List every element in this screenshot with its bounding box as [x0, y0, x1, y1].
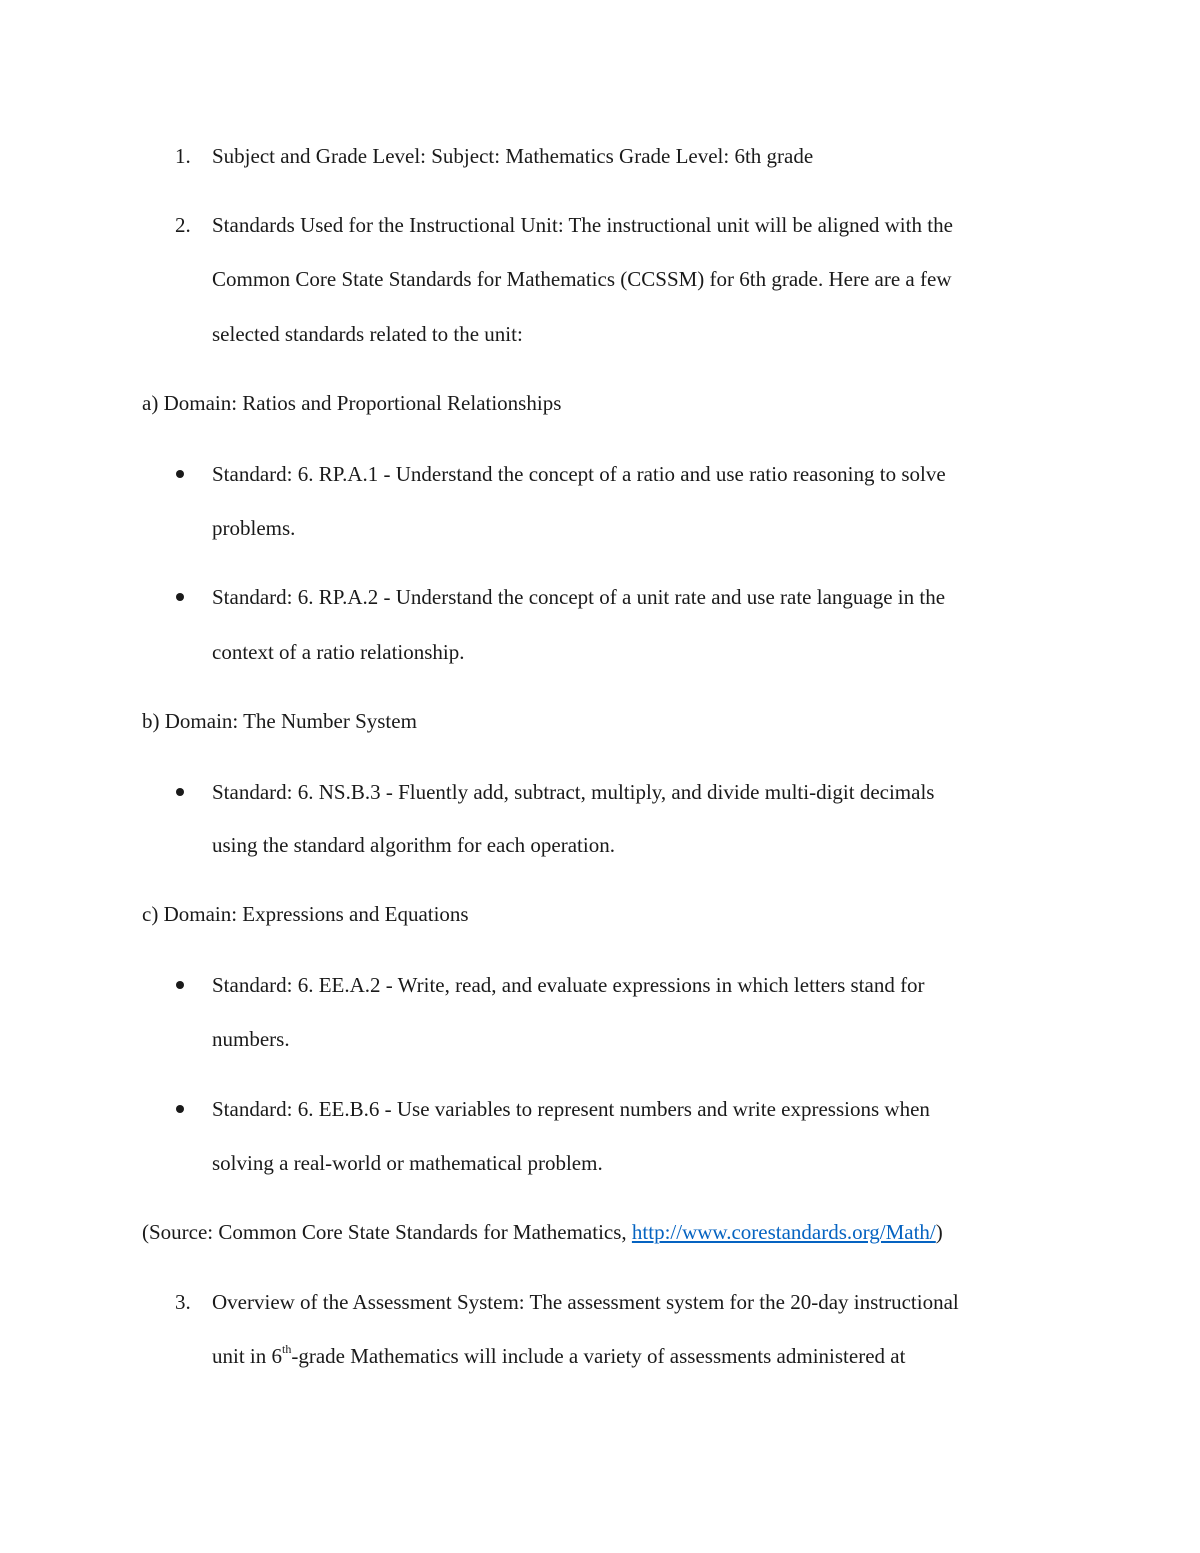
list-number-1: 1. [175, 144, 191, 168]
standard-rpa1-line-2: problems. [212, 516, 296, 540]
bullet-icon [176, 788, 184, 796]
item-3-line-2-prefix: unit in 6 [212, 1344, 283, 1368]
bullet-icon [176, 1105, 184, 1113]
list-number-3: 3. [175, 1290, 191, 1314]
corestandards-link[interactable]: http://www.corestandards.org/Math/ [631, 1220, 936, 1244]
standard-nsb3-line-2: using the standard algorithm for each operation. [212, 833, 615, 857]
source-suffix: ) [935, 1220, 943, 1244]
item-3-line-1: Overview of the Assessment System: The assessment system for the 20-day instructional [212, 1290, 959, 1314]
item-3-line-2-suffix: -grade Mathematics will include a variety of assessments administered at [291, 1344, 906, 1368]
domain-b-heading: b) Domain: The Number System [142, 709, 417, 733]
item-2-line-3: selected standards related to the unit: [212, 322, 523, 346]
source-prefix: (Source: Common Core State Standards for Mathematics, [142, 1220, 632, 1244]
standard-rpa2-line-1: Standard: 6. RP.A.2 - Understand the concept of a unit rate and use rate language in the [212, 585, 946, 609]
standard-eeb6-line-1: Standard: 6. EE.B.6 - Use variables to represent numbers and write expressions when [212, 1097, 930, 1121]
item-3-line-2 [212, 1342, 906, 1368]
item-2-line-1: Standards Used for the Instructional Unit: The instructional unit will be aligned with the [212, 213, 953, 237]
item-2-line-2: Common Core State Standards for Mathematics (CCSSM) for 6th grade. Here are a few [212, 267, 952, 291]
bullet-icon [176, 593, 184, 601]
standard-eea2-line-2: numbers. [212, 1027, 290, 1051]
domain-c-heading: c) Domain: Expressions and Equations [142, 902, 469, 926]
standard-eeb6-line-2: solving a real-world or mathematical problem. [212, 1151, 603, 1175]
item-1-text: Subject and Grade Level: Subject: Mathematics Grade Level: 6th grade [212, 144, 814, 168]
standard-eea2-line-1: Standard: 6. EE.A.2 - Write, read, and evaluate expressions in which letters stand for [212, 973, 925, 997]
list-number-2: 2. [175, 213, 191, 237]
bullet-icon [176, 470, 184, 478]
source-citation [142, 1222, 943, 1243]
standard-rpa1-line-1: Standard: 6. RP.A.1 - Understand the concept of a ratio and use ratio reasoning to solve [212, 462, 946, 486]
bullet-icon [176, 981, 184, 989]
standard-nsb3-line-1: Standard: 6. NS.B.3 - Fluently add, subtract, multiply, and divide multi-digit decimals [212, 780, 935, 804]
standard-rpa2-line-2: context of a ratio relationship. [212, 640, 465, 664]
ordinal-superscript: th [282, 1342, 292, 1356]
domain-a-heading: a) Domain: Ratios and Proportional Relationships [142, 391, 562, 415]
